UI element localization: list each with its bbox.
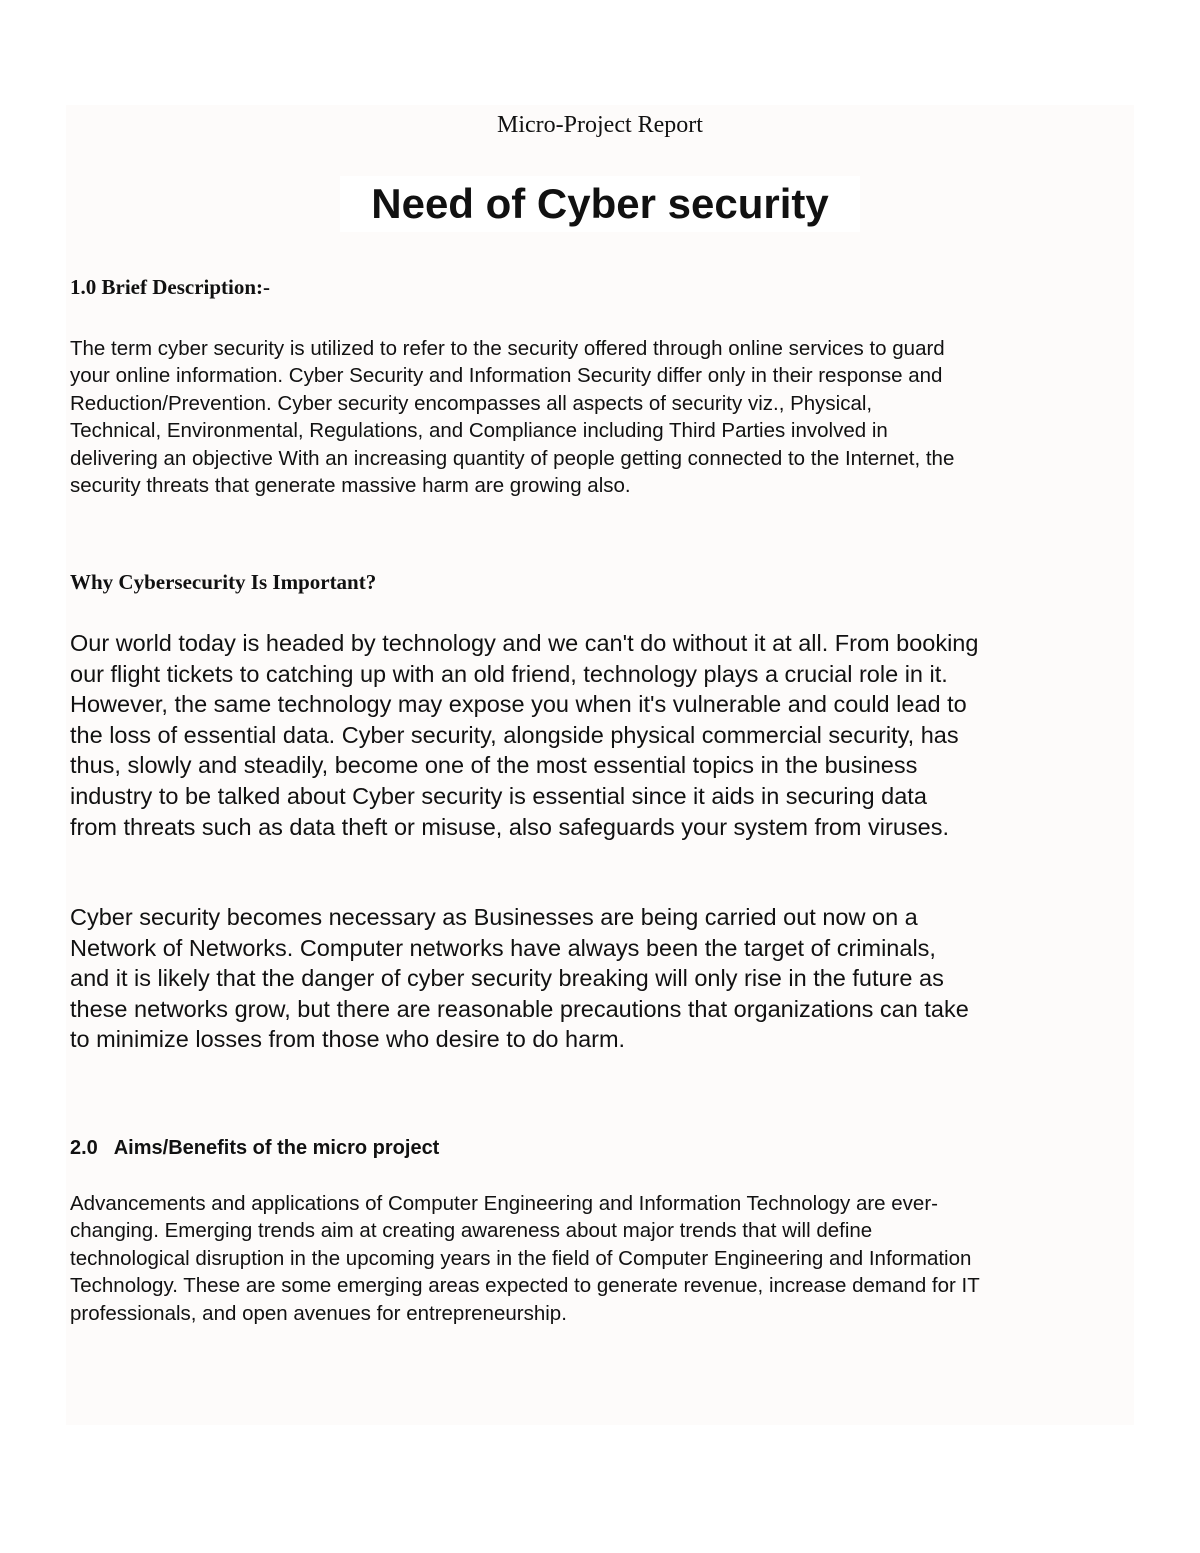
paragraph-line: Advancements and applications of Computer Engineering and Information Technology are ever-: [70, 1192, 938, 1215]
paragraph-line: these networks grow, but there are reasonable precautions that organizations can take: [70, 995, 969, 1022]
paragraph-line: industry to be talked about Cyber security is essential since it aids in securing data: [70, 782, 927, 809]
paragraph-line: the loss of essential data. Cyber security, alongside physical commercial security, has: [70, 721, 959, 748]
why-important-paragraph-2: [70, 902, 1138, 1055]
paragraph-line: The term cyber security is utilized to refer to the security offered through online services to guard: [70, 337, 945, 360]
aims-benefits-paragraph: [70, 1190, 1135, 1327]
page-title: Need of Cyber security: [340, 176, 860, 232]
paragraph-line: However, the same technology may expose you when it's vulnerable and could lead to: [70, 691, 967, 718]
paragraph-line: Technology. These are some emerging areas expected to generate revenue, increase demand for IT: [70, 1274, 980, 1298]
paragraph-line: changing. Emerging trends aim at creating awareness about major trends that will define: [70, 1219, 873, 1243]
paragraph-line: delivering an objective With an increasing quantity of people getting connected to the Internet, the: [70, 446, 955, 470]
section-heading-why-important: Why Cybersecurity Is Important?: [70, 570, 377, 594]
section-heading-aims-benefits: 2.0 Aims/Benefits of the micro project: [70, 1137, 440, 1159]
paragraph-line: Reduction/Prevention. Cyber security encompasses all aspects of security viz., Physical,: [70, 391, 873, 415]
paragraph-line: from threats such as data theft or misuse, also safeguards your system from viruses.: [70, 813, 949, 840]
paragraph-line: Technical, Environmental, Regulations, and Compliance including Third Parties involved in: [70, 419, 888, 443]
paragraph-line: and it is likely that the danger of cyber security breaking will only rise in the future as: [70, 965, 944, 992]
paragraph-line: professionals, and open avenues for entrepreneurship.: [70, 1301, 567, 1325]
paragraph-line: Our world today is headed by technology and we can't do without it at all. From booking: [70, 630, 979, 656]
paragraph-line: thus, slowly and steadily, become one of the most essential topics in the business: [70, 752, 918, 779]
section-heading-brief-description: 1.0 Brief Description:-: [70, 275, 271, 299]
paragraph-line: security threats that generate massive harm are growing also.: [70, 474, 631, 498]
brief-description-paragraph: [70, 335, 1135, 499]
paragraph-line: our flight tickets to catching up with an old friend, technology plays a crucial role in it.: [70, 660, 948, 687]
paragraph-line: technological disruption in the upcoming years in the field of Computer Engineering and Information: [70, 1246, 972, 1270]
why-important-paragraph-1: [70, 628, 1138, 842]
paragraph-line: Network of Networks. Computer networks have always been the target of criminals,: [70, 934, 936, 961]
report-label: Micro-Project Report: [497, 112, 703, 138]
paragraph-line: Cyber security becomes necessary as Businesses are being carried out now on a: [70, 904, 918, 930]
paragraph-line: to minimize losses from those who desire to do harm.: [70, 1026, 626, 1053]
paragraph-line: your online information. Cyber Security and Information Security differ only in their response and: [70, 364, 943, 388]
